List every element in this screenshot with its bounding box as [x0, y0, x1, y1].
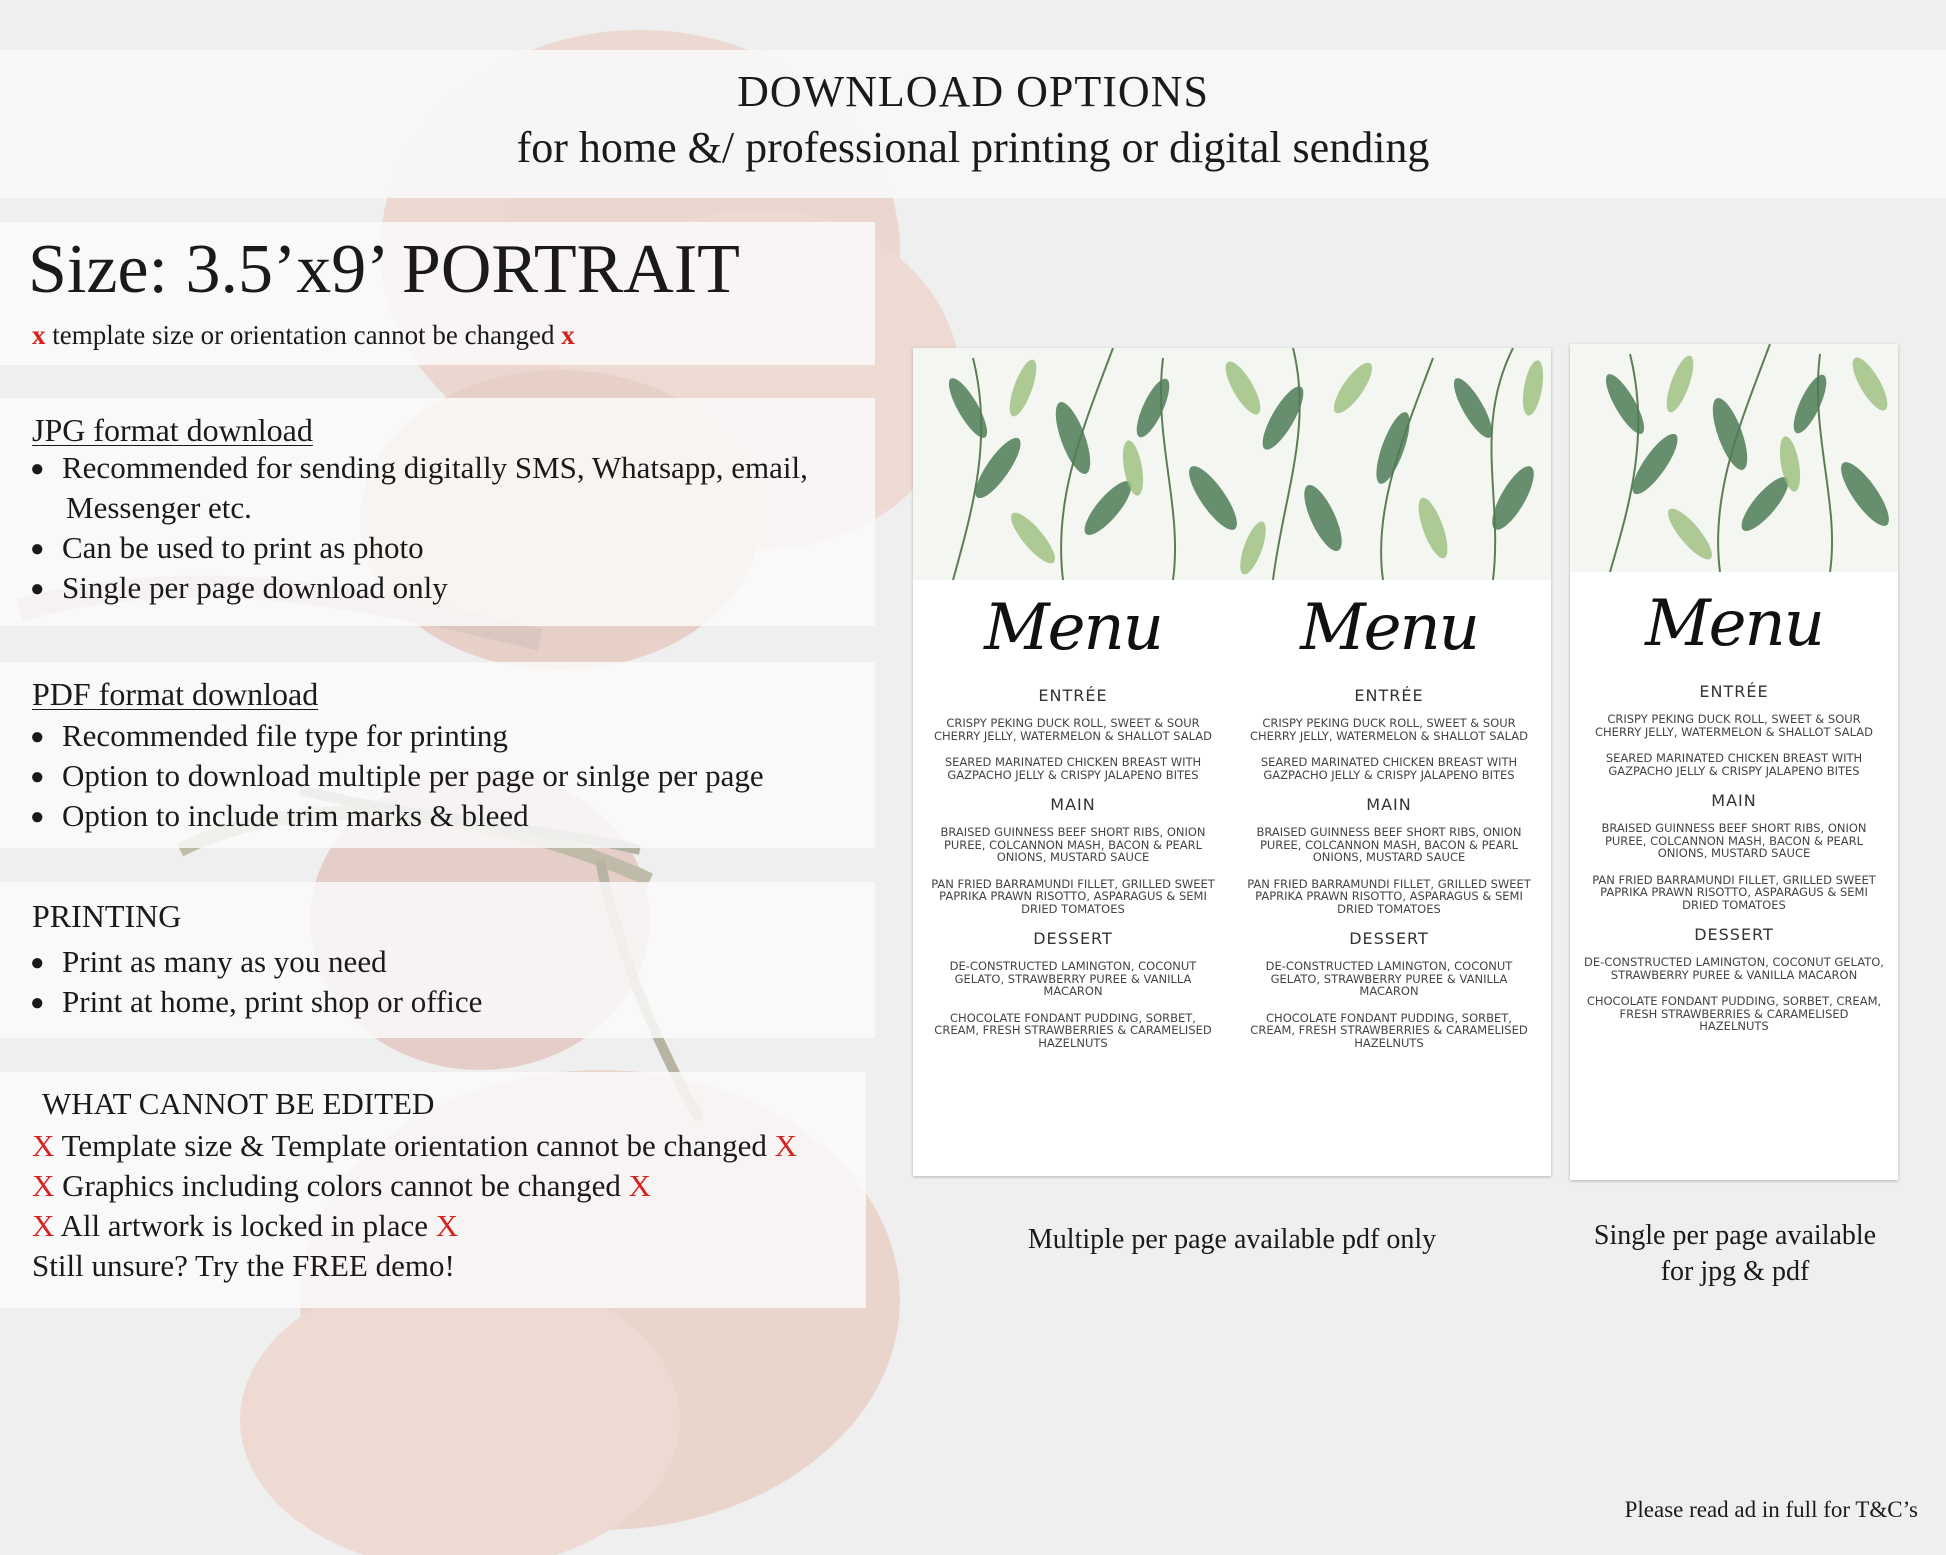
menu-column: [1243, 578, 1535, 1063]
menu-dish: BRAISED GUINNESS BEEF SHORT RIBS, ONION PUREE, COLCANNON MASH, BACON & PEARL ONIONS, MUSTARD SAUCE: [940, 825, 1206, 864]
menu-dish: SEARED MARINATED CHICKEN BREAST WITH GAZPACHO JELLY & CRISPY JALAPENO BITES: [1260, 755, 1518, 782]
x-mark-icon: X: [628, 1168, 651, 1203]
menu-dish: PAN FRIED BARRAMUNDI FILLET, GRILLED SWEET PAPRIKA PRAWN RISOTTO, ASPARAGUS & SEMI DRIED TOMATOES: [931, 876, 1215, 916]
size-panel: [0, 222, 875, 365]
menu-course-label: ENTRÉE: [1038, 686, 1108, 705]
list-item: ● Single per page download only: [30, 570, 448, 605]
x-mark-icon: X: [32, 1208, 55, 1243]
size-note-text: template size or orientation cannot be changed: [52, 320, 555, 350]
menu-dish: DE-CONSTRUCTED LAMINGTON, COCONUT GELATO, STRAWBERRY PUREE & VANILLA MACARON: [1265, 959, 1513, 998]
x-mark-icon: x: [561, 320, 575, 350]
menu-column: [1584, 574, 1884, 1047]
size-title: Size: 3.5’x9’ PORTRAIT: [28, 231, 740, 308]
menu-dish: CRISPY PEKING DUCK ROLL, SWEET & SOUR CHERRY JELLY, WATERMELON & SHALLOT SALAD: [1595, 712, 1873, 739]
menu-course-label: MAIN: [1366, 795, 1412, 814]
size-note: [32, 320, 575, 351]
bullet-icon: ●: [30, 804, 45, 830]
bullet-icon: ●: [30, 990, 45, 1016]
menu-dish: CRISPY PEKING DUCK ROLL, SWEET & SOUR CHERRY JELLY, WATERMELON & SHALLOT SALAD: [1250, 716, 1528, 743]
x-mark-icon: X: [435, 1208, 459, 1243]
x-mark-icon: X: [774, 1128, 797, 1163]
cannot-edit-panel: [0, 1072, 866, 1308]
footer-note: Please read ad in full for T&C’s: [1624, 1497, 1918, 1522]
menu-dish: CRISPY PEKING DUCK ROLL, SWEET & SOUR CHERRY JELLY, WATERMELON & SHALLOT SALAD: [934, 716, 1212, 743]
list-item: X Graphics including colors cannot be changed X: [32, 1168, 651, 1203]
list-item: X Template size & Template orientation cannot be changed X: [32, 1128, 797, 1163]
x-mark-icon: x: [32, 320, 46, 350]
menu-dish: CHOCOLATE FONDANT PUDDING, SORBET, CREAM, FRESH STRAWBERRIES & CARAMELISED HAZELNUTS: [1586, 994, 1882, 1033]
menu-dish: SEARED MARINATED CHICKEN BREAST WITH GAZPACHO JELLY & CRISPY JALAPENO BITES: [944, 755, 1202, 782]
list-item: ● Option to download multiple per page or sinlge per page: [30, 758, 764, 793]
jpg-section-title: JPG format download: [32, 412, 313, 448]
menu-dish: CHOCOLATE FONDANT PUDDING, SORBET, CREAM, FRESH STRAWBERRIES & CARAMELISED HAZELNUTS: [934, 1010, 1212, 1050]
menu-course-label: MAIN: [1711, 791, 1757, 810]
printing-section-title: PRINTING: [32, 898, 182, 934]
menu-preview-single: [1570, 344, 1898, 1180]
menu-preview-multiple: [913, 348, 1551, 1176]
list-item: ● Can be used to print as photo: [30, 530, 424, 565]
menu-course-label: DESSERT: [1033, 929, 1113, 948]
menu-course-label: MAIN: [1050, 795, 1096, 814]
list-item: ● Recommended for sending digitally SMS, Whatsapp, email,: [30, 450, 808, 485]
printing-panel: [0, 882, 875, 1038]
caption-single: [1560, 1218, 1910, 1290]
menu-dish: PAN FRIED BARRAMUNDI FILLET, GRILLED SWEET PAPRIKA PRAWN RISOTTO, ASPARAGUS & SEMI DRIED TOMATOES: [1247, 876, 1531, 916]
greenery-artwork: [1570, 344, 1898, 572]
bullet-icon: ●: [30, 724, 45, 750]
menu-dish: PAN FRIED BARRAMUNDI FILLET, GRILLED SWEET PAPRIKA PRAWN RISOTTO, ASPARAGUS & SEMI DRIED TOMATOES: [1592, 872, 1876, 912]
menu-course-label: DESSERT: [1349, 929, 1429, 948]
caption-single-line: for jpg & pdf: [1660, 1256, 1810, 1287]
jpg-panel: [0, 398, 875, 626]
page-title: DOWNLOAD OPTIONS: [737, 67, 1209, 116]
bullet-icon: ●: [30, 576, 45, 602]
list-item: ● Print as many as you need: [30, 944, 387, 979]
menu-dish: DE-CONSTRUCTED LAMINGTON, COCONUT GELATO, STRAWBERRY PUREE & VANILLA MACARON: [1584, 955, 1884, 982]
header-band: [0, 50, 1946, 198]
pdf-section-title: PDF format download: [32, 676, 319, 712]
menu-title: Menu: [1645, 587, 1823, 661]
bullet-icon: ●: [30, 950, 45, 976]
menu-title: Menu: [1300, 591, 1478, 665]
menu-dish: DE-CONSTRUCTED LAMINGTON, COCONUT GELATO, STRAWBERRY PUREE & VANILLA MACARON: [949, 959, 1197, 998]
list-item: ● Print at home, print shop or office: [30, 984, 483, 1019]
demo-line: Still unsure? Try the FREE demo!: [32, 1248, 455, 1283]
list-item-continuation: Messenger etc.: [66, 490, 252, 525]
menu-dish: CHOCOLATE FONDANT PUDDING, SORBET, CREAM, FRESH STRAWBERRIES & CARAMELISED HAZELNUTS: [1250, 1010, 1528, 1050]
bullet-icon: ●: [30, 456, 45, 482]
menu-course-label: ENTRÉE: [1699, 682, 1769, 701]
bullet-icon: ●: [30, 764, 45, 790]
menu-dish: BRAISED GUINNESS BEEF SHORT RIBS, ONION PUREE, COLCANNON MASH, BACON & PEARL ONIONS, MUSTARD SAUCE: [1601, 821, 1867, 860]
page-subtitle: for home &/ professional printing or digital sending: [516, 123, 1430, 172]
menu-title: Menu: [984, 591, 1162, 665]
list-item: ● Recommended file type for printing: [30, 718, 508, 753]
menu-course-label: DESSERT: [1694, 925, 1774, 944]
x-mark-icon: X: [32, 1128, 55, 1163]
greenery-artwork: [913, 348, 1551, 580]
caption-multiple: Multiple per page available pdf only: [1027, 1224, 1437, 1255]
menu-dish: BRAISED GUINNESS BEEF SHORT RIBS, ONION PUREE, COLCANNON MASH, BACON & PEARL ONIONS, MUSTARD SAUCE: [1256, 825, 1522, 864]
caption-single-line: Single per page available: [1593, 1220, 1877, 1251]
menu-dish: SEARED MARINATED CHICKEN BREAST WITH GAZPACHO JELLY & CRISPY JALAPENO BITES: [1605, 751, 1863, 778]
x-mark-icon: X: [32, 1168, 55, 1203]
menu-course-label: ENTRÉE: [1354, 686, 1424, 705]
bullet-icon: ●: [30, 536, 45, 562]
pdf-panel: [0, 662, 875, 848]
list-item: ● Option to include trim marks & bleed: [30, 798, 529, 833]
cannot-edit-section-title: WHAT CANNOT BE EDITED: [42, 1086, 435, 1121]
menu-column: [927, 578, 1219, 1063]
list-item: X All artwork is locked in place X: [32, 1208, 459, 1243]
